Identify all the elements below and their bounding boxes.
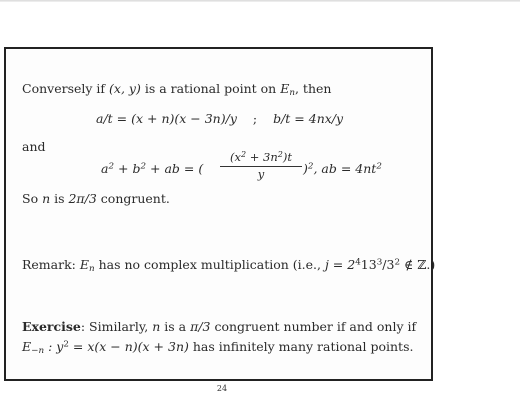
remark-j: j = 2 <box>324 257 356 272</box>
and-word: and <box>22 139 46 154</box>
eq1-separator: ; <box>252 111 258 126</box>
eq2-num-exp2: 2 <box>277 150 283 159</box>
equation-a-over-t <box>96 111 343 126</box>
exercise-n: n <box>152 319 161 334</box>
intro-text-post: , then <box>294 81 332 96</box>
eq2-ab-product: , ab = 4nt <box>313 161 377 176</box>
eq2-fraction <box>220 150 302 181</box>
exercise-text3: congruent number if and only if <box>210 319 417 334</box>
conclusion-angle: 2π/3 <box>68 191 97 206</box>
intro-text-pre: Conversely if <box>22 81 110 96</box>
conclusion-n: n <box>42 191 51 206</box>
eq1-right: b/t = 4nx/y <box>273 111 344 126</box>
eq2-tail <box>303 161 382 176</box>
exercise-curve-sub: −n <box>31 345 45 356</box>
eq2-b-exp: 2 <box>140 161 147 172</box>
curve-symbol: E <box>280 81 290 96</box>
remark-j-exp1: 4 <box>355 257 361 268</box>
eq2-plus-b: + b <box>114 161 141 176</box>
remark-line <box>22 257 435 274</box>
exercise-text1: : Similarly, <box>80 319 153 334</box>
eq2-numerator <box>220 150 302 164</box>
exercise-curve: E <box>22 339 32 354</box>
conclusion-post: congruent. <box>96 191 170 206</box>
conclusion-mid: is <box>50 191 69 206</box>
conclusion-pre: So <box>22 191 43 206</box>
remark-label: Remark: <box>22 257 80 272</box>
page-number: 24 <box>216 384 228 393</box>
remark-text: has no complex multiplication (i.e., <box>94 257 325 272</box>
eq2-tail-exp: 2 <box>376 161 382 172</box>
remark-j-exp3: 2 <box>394 257 401 268</box>
eq2-num-b: + 3n <box>246 150 278 165</box>
remark-j-end: ∉ ℤ.) <box>400 257 436 272</box>
exercise-line-2 <box>22 339 413 356</box>
rational-point: (x, y) <box>109 81 141 96</box>
eq2-a-exp: 2 <box>108 161 115 172</box>
remark-j-div: /3 <box>382 257 395 272</box>
remark-curve-sub: n <box>88 263 95 274</box>
eq2-num-exp1: 2 <box>240 150 247 159</box>
top-edge <box>0 0 520 2</box>
intro-text-mid: is a rational point on <box>140 81 281 96</box>
curve-subscript: n <box>289 87 295 98</box>
exercise-eqn-pre: : y <box>44 339 64 354</box>
eq2-num-c: )t <box>282 150 292 165</box>
eq2-close-paren: ) <box>303 161 308 176</box>
exercise-text4: has infinitely many rational points. <box>188 339 414 354</box>
eq1-left: a/t = (x + n)(x − 3n)/y <box>96 111 237 126</box>
equation-sum-squares <box>101 161 203 176</box>
remark-j-exp2: 3 <box>376 257 383 268</box>
eq2-close-exp: 2 <box>307 161 314 172</box>
slide-frame <box>4 47 436 381</box>
exercise-eqn-exp: 2 <box>63 339 69 350</box>
intro-line <box>22 81 331 98</box>
exercise-eqn-post: = x(x − n)(x + 3n) <box>68 339 189 354</box>
remark-j-mid: 13 <box>360 257 377 272</box>
remark-curve: E <box>79 257 89 272</box>
eq2-num-a: (x <box>229 150 241 165</box>
exercise-text2: is a <box>160 319 191 334</box>
eq2-denominator: y <box>257 167 265 182</box>
exercise-line-1 <box>22 319 416 334</box>
conclusion-line <box>22 191 170 206</box>
eq2-ab-equals: + ab = ( <box>146 161 204 176</box>
eq2-a: a <box>101 161 109 176</box>
exercise-angle: π/3 <box>190 319 211 334</box>
exercise-label: Exercise <box>22 319 81 334</box>
